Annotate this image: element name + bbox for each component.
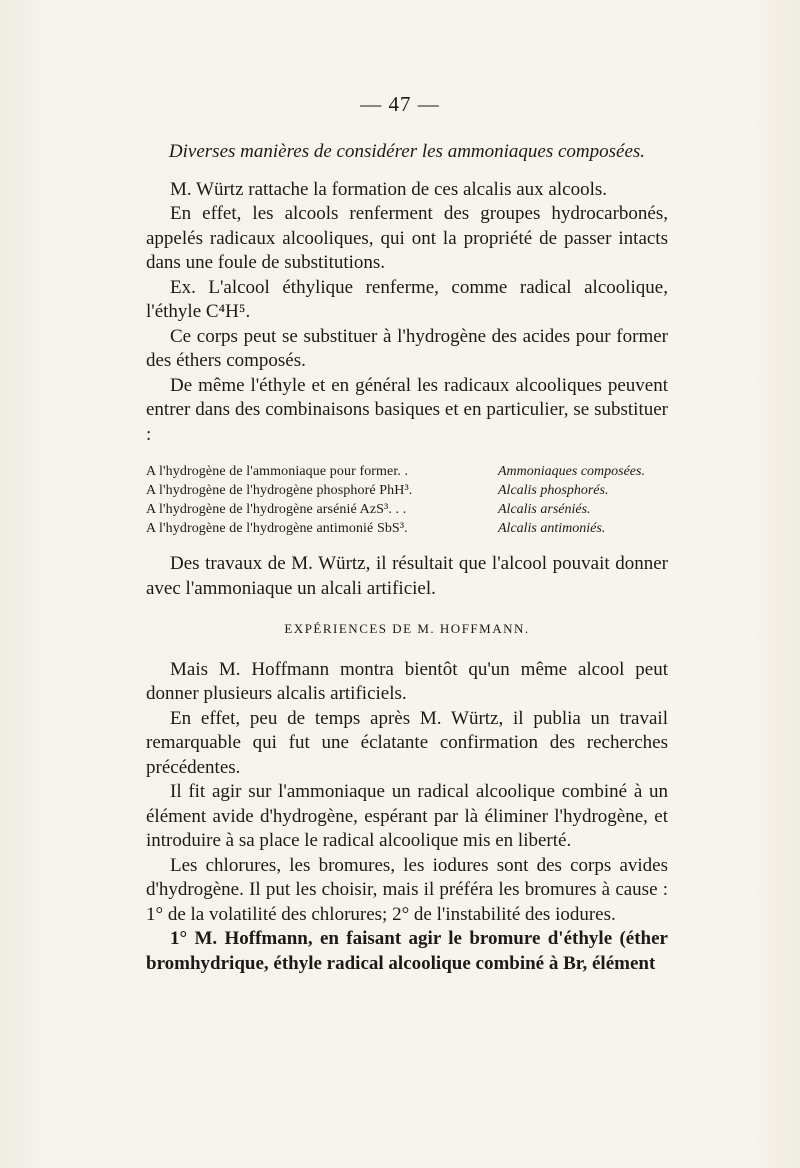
paragraph: Il fit agir sur l'ammoniaque un radical alcoolique combiné à un élément avide d'hydrogène, espérant par là éliminer l'hydrogène, et introduire à sa place le radical alcoolique mis en liberté. xyxy=(146,781,668,851)
section-subtitle: Diverses manières de considérer les ammoniaques composées. xyxy=(168,141,646,162)
table-cell-right: Alcalis antimoniés. xyxy=(498,521,606,536)
table-row xyxy=(146,481,668,500)
table-cell-right: Ammoniaques composées. xyxy=(498,464,645,479)
paragraph: En effet, peu de temps après M. Würtz, il publia un travail remarquable qui fut une éclatante confirmation des recherches précédentes. xyxy=(146,707,668,778)
paragraph: Ce corps peut se substituer à l'hydrogène des acides pour former des éthers composés. xyxy=(146,325,668,371)
table-cell-left: A l'hydrogène de l'hydrogène antimonié SbS³. xyxy=(146,521,408,536)
paragraph: Ex. L'alcool éthylique renferme, comme radical alcoolique, l'éthyle C⁴H⁵. xyxy=(146,276,668,322)
table-row xyxy=(146,462,668,481)
table-cell-left: A l'hydrogène de l'ammoniaque pour former. . xyxy=(146,464,409,479)
paragraph: De même l'éthyle et en général les radicaux alcooliques peuvent entrer dans des combinaisons basiques et en particulier, se substituer : xyxy=(146,374,668,445)
table-cell-left: A l'hydrogène de l'hydrogène phosphoré PhH³. xyxy=(146,483,413,498)
page-number: — 47 — xyxy=(360,92,440,116)
table-row xyxy=(146,500,668,519)
section-heading: EXPÉRIENCES DE M. HOFFMANN. xyxy=(284,621,530,636)
table-row xyxy=(146,519,668,538)
table-cell-left: A l'hydrogène de l'hydrogène arsénié AzS³. . . xyxy=(146,502,407,517)
substitution-table xyxy=(146,462,668,538)
paragraph: Les chlorures, les bromures, les iodures sont des corps avides d'hydrogène. Il put les choisir, mais il préféra les bromures à cause : 1° de la volatilité des chlorures; 2° de l'instabilité des iodures. xyxy=(146,854,668,925)
body-text xyxy=(146,140,668,976)
paragraph: Mais M. Hoffmann montra bientôt qu'un même alcool peut donner plusieurs alcalis artificiels. xyxy=(146,658,668,704)
paragraph: En effet, les alcools renferment des groupes hydrocarbonés, appelés radicaux alcooliques, qui ont la propriété de passer intacts dans une foule de substitutions. xyxy=(146,203,668,273)
table-cell-right: Alcalis phosphorés. xyxy=(498,483,609,498)
paragraph-bold: 1° M. Hoffmann, en faisant agir le bromure d'éthyle (éther bromhydrique, éthyle radical alcoolique combiné à Br, élément xyxy=(146,928,668,974)
table-cell-right: Alcalis arséniés. xyxy=(498,502,591,517)
paragraph: Des travaux de M. Würtz, il résultait que l'alcool pouvait donner avec l'ammoniaque un alcali artificiel. xyxy=(146,553,668,599)
paragraph: M. Würtz rattache la formation de ces alcalis aux alcools. xyxy=(170,178,607,200)
